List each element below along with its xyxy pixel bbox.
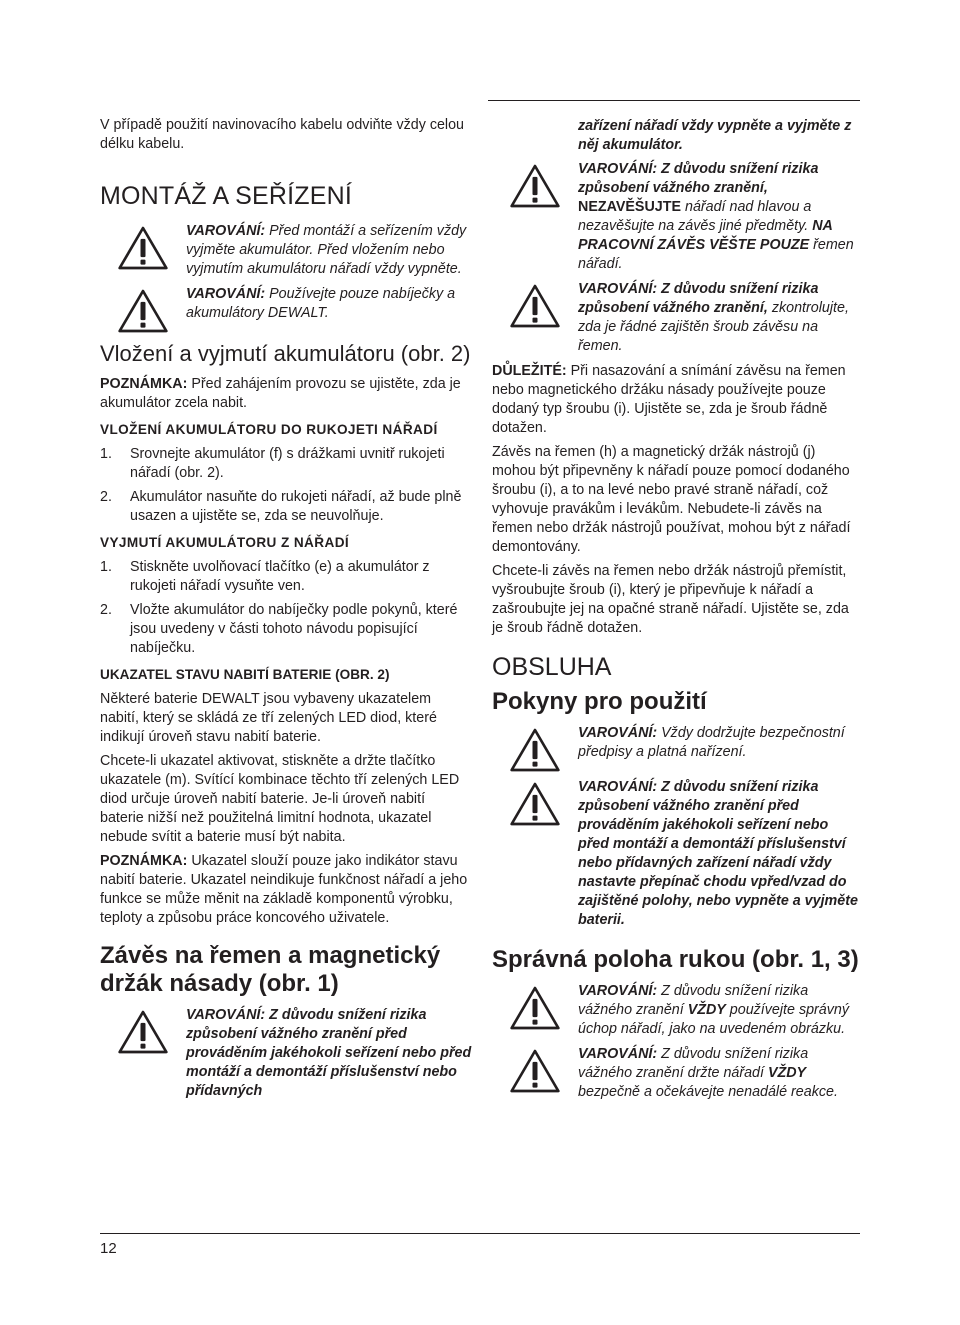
note-label: POZNÁMKA: [100, 376, 188, 392]
right-column [492, 117, 860, 1108]
important-note: DŮLEŽITÉ: Při nasazování a snímání závěsu na řemen nebo magnetického držáku násady používejte pouze dodaný typ šroubu (i). Ujistěte se, zda je šroub řádně dotažen. [492, 363, 846, 436]
note-text: Před zahájením provozu se ujistěte, zda je akumulátor zcela nabit. [100, 376, 461, 411]
bottom-rule [100, 1233, 860, 1234]
pokyny-heading: Pokyny pro použití [492, 688, 707, 715]
warning-text: Před montáží a seřízením vždy vyjměte akumulátor. Před vložením nebo vyjmutím akumulátoru nářadí vždy vypněte. [186, 223, 467, 277]
warning-montaz [100, 222, 472, 279]
list-item: 1. Stiskněte uvolňovací tlačítko (e) a akumulátor z rukojeti nářadí vysuňte ven. [100, 559, 430, 594]
warning-label: VAROVÁNÍ: [186, 223, 266, 239]
gauge-paragraph-1: Některé baterie DEWALT jsou vybaveny ukazatelem nabití, který se skládá ze tří zelených LED diod, které indikují úroveň stavu nabití baterie. [100, 691, 437, 745]
list-item: 1. Srovnejte akumulátor (f) s drážkami uvnitř rukojeti nářadí (obr. 2). [100, 446, 445, 481]
warning-triangle-icon [118, 289, 168, 333]
warning-screw: VAROVÁNÍ: Z důvodu snížení rizika způsobení vážného zranění, zkontrolujte, zda je řádné zajištěn šroub závěsu na řemen. [492, 280, 860, 356]
warning-belt [100, 1006, 472, 1101]
montaz-heading: MONTÁŽ A SEŘÍZENÍ [100, 182, 353, 210]
top-rule [488, 100, 860, 101]
warning-switch: VAROVÁNÍ: Z důvodu snížení rizika způsobení vážného zranění před prováděním jakéhokoli seřízení nebo před montáží a demontáží příslušenství nebo přídavných zařízení nářadí vždy nastavte přepínač chodu vpřed/vzad do zajištěné polohy, nebo vypněte a vyjměte baterii. [492, 778, 860, 930]
warning-hold: VAROVÁNÍ: Z důvodu snížení rizika vážného zranění držte nářadí VŽDY bezpečně a očekávejte nenadálé reakce. [492, 1045, 860, 1102]
remove-steps [100, 558, 472, 658]
warning-triangle-icon [510, 728, 560, 772]
remove-heading: VYJMUTÍ AKUMULÁTORU Z NÁŘADÍ [100, 535, 350, 550]
gauge-paragraph-2: Chcete-li ukazatel aktivovat, stiskněte a držte tlačítko ukazatele (m). Svítící kombinace těchto tří zelených LED diod určuje úroveň nabití baterie. Je-li úroveň nabití baterie nižší než použitelná limitní hodnota, ukazatel nebude svítit a baterie musí být nabita. [100, 753, 460, 845]
intro-paragraph: V případě použití navinovacího kabelu odviňte vždy celou délku kabelu. [100, 117, 465, 152]
belt-paragraph-1: Závěs na řemen (h) a magnetický držák nástrojů (j) mohou být připevněny k nářadí pouze pomocí dodaného šroubu (i), a to na levé nebo pravé straně nářadí, což vyhovuje pravákům i levákům. Nebudete-li závěs na řemen nebo držák nástrojů používat, mohou být z nářadí demontovány. [492, 444, 851, 555]
note-charge [100, 375, 472, 413]
note-label: POZNÁMKA: [100, 853, 188, 869]
gauge-heading: UKAZATEL STAVU NABITÍ BATERIE (OBR. 2) [100, 667, 390, 682]
note-gauge [100, 852, 472, 928]
warning-triangle-icon [118, 1010, 168, 1054]
list-item: 2. Vložte akumulátor do nabíječky podle pokynů, které jsou uvedeny v části tohoto návodu popisující nabíječku. [100, 602, 458, 656]
warning-triangle-icon [510, 986, 560, 1030]
note-text: Ukazatel slouží pouze jako indikátor stavu nabití baterie. Ukazatel neindikuje funkčnost nářadí a jeho funkce se může měnit na základě komponentů výrobku, teploty a způsobu práce koncového uživatele. [100, 853, 468, 926]
obsluha-heading: OBSLUHA [492, 653, 612, 681]
warning-triangle-icon [510, 782, 560, 826]
continued-warning: zařízení nářadí vždy vypněte a vyjměte z něj akumulátor. [578, 118, 852, 153]
warning-text: Z důvodu snížení rizika způsobení vážného zranění před prováděním jakéhokoli seřízení nebo před montáží a demontáží příslušenství nebo přídavných [186, 1007, 472, 1099]
left-column [100, 116, 472, 1107]
insert-heading: VLOŽENÍ AKUMULÁTORU DO RUKOJETI NÁŘADÍ [100, 422, 438, 437]
page-number: 12 [100, 1240, 117, 1257]
warning-label: VAROVÁNÍ: [186, 1007, 266, 1023]
insert-steps [100, 445, 472, 526]
warning-hanging: VAROVÁNÍ: Z důvodu snížení rizika způsobení vážného zranění, NEZAVĚŠUJTE nářadí nad hlavou a nezavěšujte na závěs jiné předměty. NA PRACOVNÍ ZÁVĚS VĚŠTE POUZE řemen nářadí. [492, 160, 860, 274]
warning-grip: VAROVÁNÍ: Z důvodu snížení rizika vážného zranění VŽDY používejte správný úchop nářadí, jako na uvedeném obrázku. [492, 982, 860, 1039]
warning-triangle-icon [510, 1049, 560, 1093]
poloha-heading: Správná poloha rukou (obr. 1, 3) [492, 946, 859, 973]
list-item: 2. Akumulátor nasuňte do rukojeti nářadí, až bude plně usazen a ujistěte se, zda se neuvolňuje. [100, 489, 462, 524]
belt-heading: Závěs na řemen a magnetický držák násady (obr. 1) [100, 942, 441, 997]
warning-triangle-icon [510, 284, 560, 328]
vlozeni-heading: Vložení a vyjmutí akumulátoru (obr. 2) [100, 341, 471, 366]
belt-paragraph-2: Chcete-li závěs na řemen nebo držák nástrojů přemístit, vyšroubujte šroub (i), který je připevňuje k nářadí a zašroubujte jej na opačné straně nářadí. Ujistěte se, zda je šroub řádně dotažen. [492, 563, 849, 636]
warning-triangle-icon [118, 226, 168, 270]
warning-regulations: VAROVÁNÍ: Vždy dodržujte bezpečnostní předpisy a platná nařízení. [492, 724, 860, 772]
warning-chargers [100, 285, 472, 333]
warning-text: Používejte pouze nabíječky a akumulátory DEWALT. [186, 286, 456, 321]
warning-triangle-icon [510, 164, 560, 208]
warning-label: VAROVÁNÍ: [186, 286, 266, 302]
